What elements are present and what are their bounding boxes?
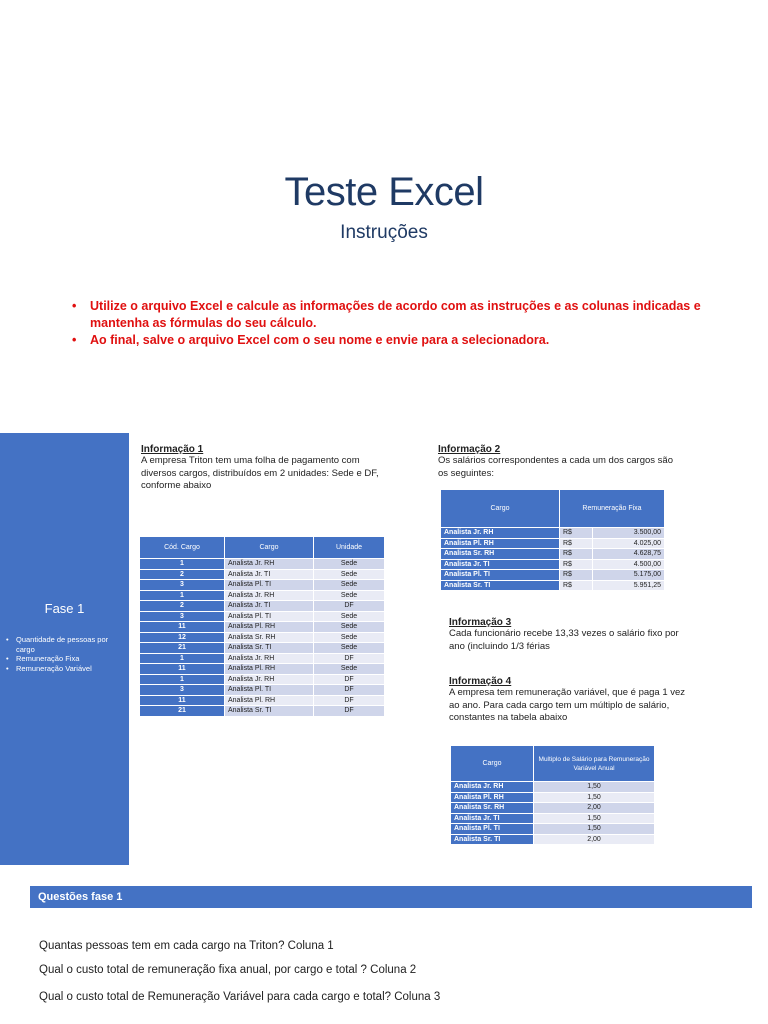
table-cell: Sede (314, 569, 385, 580)
info1-table (139, 536, 385, 717)
table-row (441, 549, 665, 560)
table-row (140, 653, 385, 664)
table-row (441, 570, 665, 581)
table-cell: Analista Jr. RH (225, 653, 314, 664)
table-cell: Analista Pl. TI (451, 824, 534, 835)
table-row (140, 643, 385, 654)
table-cell: DF (314, 695, 385, 706)
table-row (451, 803, 655, 814)
table-row (451, 834, 655, 845)
page-subtitle: Instruções (340, 222, 428, 243)
table-header: Unidade (314, 537, 385, 559)
questions-header: Questões fase 1 (30, 886, 752, 908)
info2-block (438, 444, 678, 480)
table-row (451, 782, 655, 793)
table-cell: 1,50 (534, 813, 655, 824)
table-cell: 21 (140, 706, 225, 717)
table-header: Multiplo de Salário para Remuneração Variável Anual (534, 746, 655, 782)
table-row (140, 685, 385, 696)
info4-table (450, 745, 655, 845)
table-cell: Analista Jr. TI (451, 813, 534, 824)
table-cell: 21 (140, 643, 225, 654)
table-cell: DF (314, 706, 385, 717)
table-cell: Analista Pl. RH (451, 792, 534, 803)
info4-block (449, 676, 694, 725)
table-cell: Sede (314, 632, 385, 643)
info4-title: Informação 4 (449, 676, 512, 687)
table-cell: Analista Pl. TI (225, 611, 314, 622)
table-cell: Sede (314, 611, 385, 622)
table-cell: 4.025,00 (593, 538, 665, 549)
table-row (140, 611, 385, 622)
table-row (140, 664, 385, 675)
info2-text: Os salários correspondentes a cada um dos cargos são os seguintes: (438, 455, 673, 479)
table-row (140, 559, 385, 570)
info4-text: A empresa tem remuneração variável, que é paga 1 vez ao ano. Para cada cargo tem um múltiplo de salário, constantes na tabela abaixo (449, 687, 686, 723)
table-cell: 12 (140, 632, 225, 643)
table-cell: Analista Pl. TI (225, 580, 314, 591)
table-cell: Analista Pl. RH (225, 622, 314, 633)
table-cell: 1,50 (534, 792, 655, 803)
table-cell: 2 (140, 601, 225, 612)
table-cell: Sede (314, 643, 385, 654)
phase-items-list (6, 635, 124, 673)
table-header: Remuneração Fixa (560, 490, 665, 528)
table-row (140, 695, 385, 706)
table-row (441, 538, 665, 549)
table-cell: R$ (560, 570, 593, 581)
table-cell: Analista Jr. RH (225, 674, 314, 685)
table-cell: 11 (140, 695, 225, 706)
info3-text: Cada funcionário recebe 13,33 vezes o salário fixo por ano (incluindo 1/3 férias (449, 628, 679, 652)
table-cell: R$ (560, 528, 593, 539)
table-header: Cargo (441, 490, 560, 528)
table-cell: R$ (560, 538, 593, 549)
table-header: Cargo (451, 746, 534, 782)
table-cell: 1 (140, 674, 225, 685)
table-cell: Analista Jr. RH (451, 782, 534, 793)
table-cell: 1,50 (534, 782, 655, 793)
table-cell: R$ (560, 559, 593, 570)
table-cell: DF (314, 653, 385, 664)
table-cell: Analista Sr. RH (225, 632, 314, 643)
table-row (140, 632, 385, 643)
table-cell: 3.500,00 (593, 528, 665, 539)
table-cell: Analista Sr. TI (451, 834, 534, 845)
info2-title: Informação 2 (438, 444, 501, 455)
instructions-list (70, 298, 710, 349)
table-cell: Analista Jr. TI (441, 559, 560, 570)
table-cell: R$ (560, 580, 593, 591)
table-cell: Sede (314, 590, 385, 601)
table-cell: DF (314, 674, 385, 685)
table-cell: Sede (314, 664, 385, 675)
table-cell: Sede (314, 580, 385, 591)
table-cell: 1 (140, 590, 225, 601)
phase-item: • Remuneração Fixa (6, 654, 124, 664)
table-cell: 2,00 (534, 834, 655, 845)
info3-block (449, 617, 689, 653)
table-header: Cargo (225, 537, 314, 559)
table-cell: Analista Pl. TI (225, 685, 314, 696)
phase-panel (0, 433, 129, 865)
table-row (140, 569, 385, 580)
table-cell: Sede (314, 622, 385, 633)
table-cell: 2,00 (534, 803, 655, 814)
info1-text: A empresa Triton tem uma folha de pagamento com diversos cargos, distribuídos em 2 unidades: Sede e DF, conforme abaixo (141, 455, 379, 491)
table-cell: Analista Pl. RH (225, 695, 314, 706)
table-cell: 1 (140, 653, 225, 664)
table-row (140, 580, 385, 591)
table-cell: 1,50 (534, 824, 655, 835)
phase-title: Fase 1 (44, 601, 85, 616)
table-header: Cód. Cargo (140, 537, 225, 559)
table-row (451, 824, 655, 835)
info1-block (141, 444, 391, 493)
table-row (451, 813, 655, 824)
info3-title: Informação 3 (449, 617, 512, 628)
table-cell: DF (314, 685, 385, 696)
table-row (441, 559, 665, 570)
table-cell: Analista Sr. TI (441, 580, 560, 591)
table-cell: Analista Jr. TI (225, 601, 314, 612)
table-row (140, 674, 385, 685)
table-cell: 2 (140, 569, 225, 580)
info2-table (440, 489, 665, 591)
table-cell: 3 (140, 685, 225, 696)
table-cell: Analista Jr. TI (225, 569, 314, 580)
table-cell: 11 (140, 622, 225, 633)
table-cell: 5.175,00 (593, 570, 665, 581)
table-cell: Sede (314, 559, 385, 570)
table-cell: Analista Sr. RH (451, 803, 534, 814)
table-cell: 4.500,00 (593, 559, 665, 570)
table-row (451, 792, 655, 803)
page-title: Teste Excel (284, 170, 484, 214)
table-cell: R$ (560, 549, 593, 560)
table-cell: Analista Sr. TI (225, 706, 314, 717)
info1-title: Informação 1 (141, 444, 204, 455)
table-row (441, 580, 665, 591)
table-cell: Analista Jr. RH (225, 590, 314, 601)
table-cell: Analista Jr. RH (225, 559, 314, 570)
question-item: Quantas pessoas tem em cada cargo na Triton? Coluna 1 (39, 940, 334, 952)
table-cell: 1 (140, 559, 225, 570)
phase-item: • Remuneração Variável (6, 664, 124, 674)
question-item: Qual o custo total de Remuneração Variável para cada cargo e total? Coluna 3 (39, 991, 441, 1003)
table-row (140, 622, 385, 633)
table-cell: 11 (140, 664, 225, 675)
question-item: Qual o custo total de remuneração fixa anual, por cargo e total ? Coluna 2 (39, 964, 417, 976)
table-row (140, 706, 385, 717)
table-cell: 4.628,75 (593, 549, 665, 560)
instruction-item: • Ao final, salve o arquivo Excel com o seu nome e envie para a selecionadora. (70, 332, 710, 349)
phase-item: • Quantidade de pessoas por cargo (6, 635, 124, 654)
table-cell: 5.951,25 (593, 580, 665, 591)
table-cell: Analista Jr. RH (441, 528, 560, 539)
table-cell: Analista Sr. TI (225, 643, 314, 654)
table-cell: DF (314, 601, 385, 612)
table-row (441, 528, 665, 539)
table-cell: Analista Pl. TI (441, 570, 560, 581)
instruction-item: • Utilize o arquivo Excel e calcule as informações de acordo com as instruções e as colunas indicadas e mantenha as fórmulas do seu cálculo. (70, 298, 710, 332)
table-cell: 3 (140, 611, 225, 622)
table-cell: Analista Pl. RH (225, 664, 314, 675)
table-cell: Analista Sr. RH (441, 549, 560, 560)
table-row (140, 590, 385, 601)
table-cell: Analista Pl. RH (441, 538, 560, 549)
table-cell: 3 (140, 580, 225, 591)
table-row (140, 601, 385, 612)
